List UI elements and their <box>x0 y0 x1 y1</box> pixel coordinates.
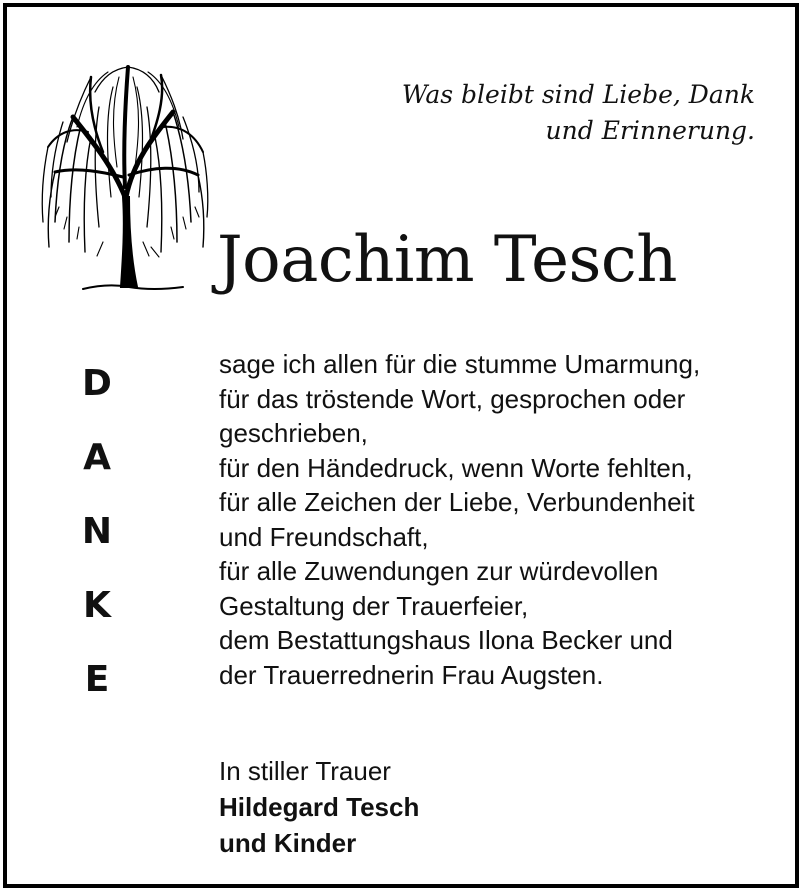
thanks-line: geschrieben, <box>219 418 368 448</box>
quote-line-1: Was bleibt sind Liebe, Dank <box>401 80 755 109</box>
obituary-frame <box>3 3 799 888</box>
danke-letter: A <box>83 437 111 478</box>
danke-letter: D <box>82 363 112 404</box>
thanks-line: für das tröstende Wort, gesprochen oder <box>219 383 686 414</box>
danke-letter: K <box>83 585 111 626</box>
danke-vertical <box>69 359 125 729</box>
thanks-line: und Freundschaft, <box>219 521 429 552</box>
thanks-line: sage ich allen für die stumme Umarmung, <box>219 349 701 379</box>
signature-intro: In stiller Trauer <box>219 756 391 786</box>
quote <box>295 77 755 149</box>
thanks-text <box>219 347 779 692</box>
signature-block <box>219 753 619 861</box>
weeping-willow-tree-icon <box>33 47 213 297</box>
signature-name: Hildegard Tesch <box>219 792 420 822</box>
thanks-line: für den Händedruck, wenn Worte fehlten, <box>219 452 693 483</box>
signature-family: und Kinder <box>219 828 357 858</box>
thanks-line: für alle Zuwendungen zur würdevollen <box>219 556 659 586</box>
thanks-line: dem Bestattungshaus Ilona Becker und <box>219 625 673 655</box>
thanks-line: Gestaltung der Trauerfeier, <box>219 590 529 621</box>
danke-letter: N <box>81 511 113 552</box>
thanks-line: der Trauerrednerin Frau Augsten. <box>219 659 604 690</box>
quote-line-2: und Erinnerung. <box>545 116 755 145</box>
danke-letter: E <box>84 659 110 700</box>
thanks-line: für alle Zeichen der Liebe, Verbundenheit <box>219 487 695 517</box>
deceased-name: Joachim Tesch <box>217 223 677 297</box>
